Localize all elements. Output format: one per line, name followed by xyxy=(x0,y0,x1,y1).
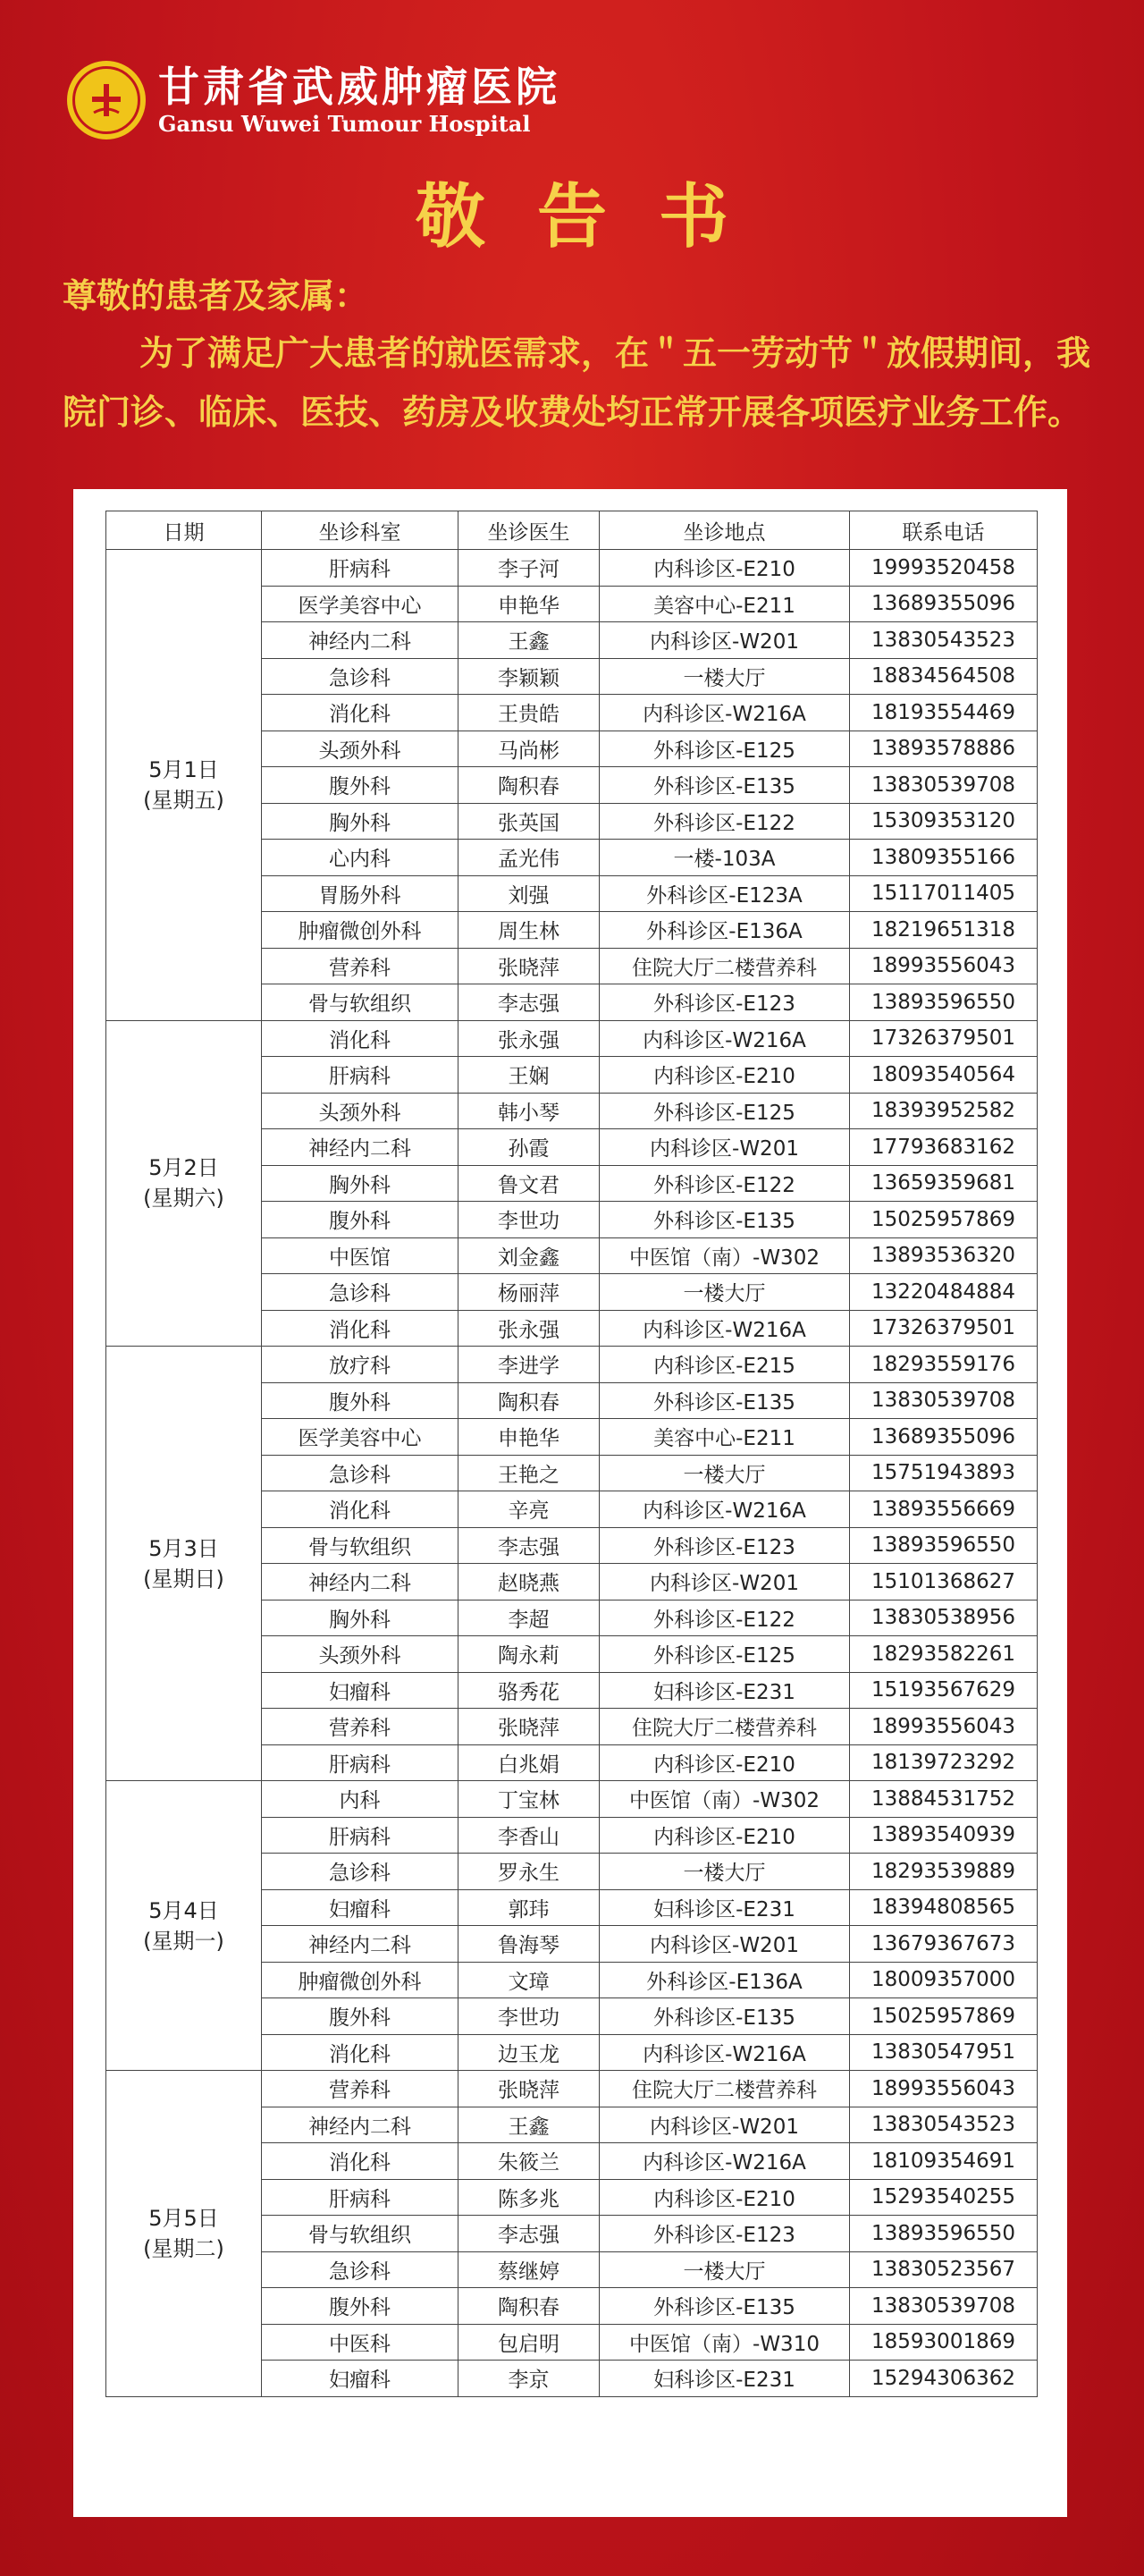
department-cell: 腹外科 xyxy=(262,767,458,804)
location-cell: 妇科诊区-E231 xyxy=(600,1889,850,1926)
location-cell: 妇科诊区-E231 xyxy=(600,1672,850,1709)
doctor-cell: 申艳华 xyxy=(458,586,600,622)
table-row xyxy=(106,550,1038,587)
phone-cell: 18293559176 xyxy=(850,1347,1038,1383)
department-cell: 肿瘤微创外科 xyxy=(262,912,458,949)
location-cell: 住院大厅二楼营养科 xyxy=(600,1709,850,1745)
location-cell: 内科诊区-W216A xyxy=(600,1491,850,1528)
phone-cell: 15751943893 xyxy=(850,1455,1038,1491)
doctor-cell: 孟光伟 xyxy=(458,840,600,876)
department-cell: 医学美容中心 xyxy=(262,1419,458,1456)
department-cell: 急诊科 xyxy=(262,1854,458,1890)
phone-cell: 13830543523 xyxy=(850,622,1038,659)
schedule-body xyxy=(106,550,1038,2397)
phone-cell: 18109354691 xyxy=(850,2143,1038,2180)
doctor-cell: 张永强 xyxy=(458,1310,600,1347)
doctor-cell: 李颖颖 xyxy=(458,658,600,695)
department-cell: 腹外科 xyxy=(262,2288,458,2325)
phone-cell: 15309353120 xyxy=(850,803,1038,840)
date-cell xyxy=(106,1020,262,1347)
header-phone: 联系电话 xyxy=(850,511,1038,550)
location-cell: 外科诊区-E125 xyxy=(600,1093,850,1129)
doctor-cell: 王娴 xyxy=(458,1057,600,1094)
location-cell: 内科诊区-E210 xyxy=(600,550,850,587)
department-cell: 肝病科 xyxy=(262,1744,458,1781)
location-cell: 内科诊区-W201 xyxy=(600,2107,850,2143)
phone-cell: 13830523567 xyxy=(850,2251,1038,2288)
location-cell: 内科诊区-W201 xyxy=(600,1129,850,1166)
location-cell: 内科诊区-W216A xyxy=(600,2143,850,2180)
department-cell: 胸外科 xyxy=(262,1165,458,1202)
location-cell: 外科诊区-E135 xyxy=(600,1382,850,1419)
phone-cell: 13893596550 xyxy=(850,984,1038,1021)
notice-paragraph: 为了满足广大患者的就医需求，在＂五一劳动节＂放假期间，我院门诊、临床、医技、药房及收费处均正常开展各项医疗业务工作。 xyxy=(63,334,1091,432)
phone-cell: 15025957869 xyxy=(850,1998,1038,2035)
department-cell: 骨与软组织 xyxy=(262,984,458,1021)
phone-cell: 13830539708 xyxy=(850,1382,1038,1419)
department-cell: 急诊科 xyxy=(262,1455,458,1491)
department-cell: 营养科 xyxy=(262,948,458,984)
date-cell xyxy=(106,2071,262,2397)
table-row xyxy=(106,2071,1038,2107)
department-cell: 肝病科 xyxy=(262,550,458,587)
doctor-cell: 李香山 xyxy=(458,1817,600,1854)
location-cell: 中医馆（南）-W302 xyxy=(600,1237,850,1274)
doctor-cell: 朱筱兰 xyxy=(458,2143,600,2180)
phone-cell: 18009357000 xyxy=(850,1962,1038,1998)
department-cell: 肝病科 xyxy=(262,2179,458,2216)
phone-cell: 13659359681 xyxy=(850,1165,1038,1202)
phone-cell: 13893596550 xyxy=(850,1527,1038,1564)
location-cell: 外科诊区-E123 xyxy=(600,2216,850,2252)
department-cell: 肝病科 xyxy=(262,1817,458,1854)
date-cell xyxy=(106,550,262,1021)
department-cell: 妇瘤科 xyxy=(262,1889,458,1926)
location-cell: 外科诊区-E123 xyxy=(600,1527,850,1564)
weekday-label: (星期五) xyxy=(143,787,224,813)
header-department: 坐诊科室 xyxy=(262,511,458,550)
department-cell: 头颈外科 xyxy=(262,1093,458,1129)
department-cell: 心内科 xyxy=(262,840,458,876)
doctor-cell: 张永强 xyxy=(458,1020,600,1057)
phone-cell: 18093540564 xyxy=(850,1057,1038,1094)
department-cell: 营养科 xyxy=(262,2071,458,2107)
phone-cell: 17326379501 xyxy=(850,1020,1038,1057)
phone-cell: 13893540939 xyxy=(850,1817,1038,1854)
doctor-cell: 张晓萍 xyxy=(458,2071,600,2107)
header-doctor: 坐诊医生 xyxy=(458,511,600,550)
date-label: 5月3日 xyxy=(148,1535,219,1561)
phone-cell: 18219651318 xyxy=(850,912,1038,949)
phone-cell: 15117011405 xyxy=(850,875,1038,912)
phone-cell: 15101368627 xyxy=(850,1564,1038,1600)
doctor-cell: 边玉龙 xyxy=(458,2034,600,2071)
phone-cell: 18293539889 xyxy=(850,1854,1038,1890)
phone-cell: 18834564508 xyxy=(850,658,1038,695)
doctor-cell: 张晓萍 xyxy=(458,1709,600,1745)
department-cell: 中医馆 xyxy=(262,1237,458,1274)
doctor-cell: 王贵皓 xyxy=(458,695,600,731)
location-cell: 外科诊区-E135 xyxy=(600,2288,850,2325)
phone-cell: 18139723292 xyxy=(850,1744,1038,1781)
location-cell: 美容中心-E211 xyxy=(600,1419,850,1456)
phone-cell: 18993556043 xyxy=(850,948,1038,984)
department-cell: 营养科 xyxy=(262,1709,458,1745)
department-cell: 腹外科 xyxy=(262,1202,458,1238)
doctor-cell: 辛亮 xyxy=(458,1491,600,1528)
location-cell: 内科诊区-W216A xyxy=(600,695,850,731)
phone-cell: 13679367673 xyxy=(850,1926,1038,1963)
location-cell: 外科诊区-E123 xyxy=(600,984,850,1021)
doctor-cell: 罗永生 xyxy=(458,1854,600,1890)
location-cell: 外科诊区-E122 xyxy=(600,803,850,840)
location-cell: 内科诊区-E210 xyxy=(600,2179,850,2216)
doctor-cell: 李京 xyxy=(458,2361,600,2397)
phone-cell: 17326379501 xyxy=(850,1310,1038,1347)
phone-cell: 18593001869 xyxy=(850,2324,1038,2361)
department-cell: 放疗科 xyxy=(262,1347,458,1383)
phone-cell: 18393952582 xyxy=(850,1093,1038,1129)
location-cell: 一楼大厅 xyxy=(600,658,850,695)
department-cell: 腹外科 xyxy=(262,1998,458,2035)
doctor-cell: 陶积春 xyxy=(458,767,600,804)
doctor-cell: 文璋 xyxy=(458,1962,600,1998)
location-cell: 中医馆（南）-W310 xyxy=(600,2324,850,2361)
phone-cell: 19993520458 xyxy=(850,550,1038,587)
doctor-cell: 刘金鑫 xyxy=(458,1237,600,1274)
phone-cell: 13689355096 xyxy=(850,586,1038,622)
location-cell: 住院大厅二楼营养科 xyxy=(600,948,850,984)
phone-cell: 18193554469 xyxy=(850,695,1038,731)
department-cell: 神经内二科 xyxy=(262,1564,458,1600)
date-label: 5月4日 xyxy=(148,1897,219,1923)
doctor-cell: 丁宝林 xyxy=(458,1781,600,1818)
doctor-cell: 郭玮 xyxy=(458,1889,600,1926)
department-cell: 骨与软组织 xyxy=(262,2216,458,2252)
phone-cell: 15293540255 xyxy=(850,2179,1038,2216)
department-cell: 急诊科 xyxy=(262,658,458,695)
doctor-cell: 陶永莉 xyxy=(458,1636,600,1673)
location-cell: 外科诊区-E135 xyxy=(600,1998,850,2035)
location-cell: 外科诊区-E123A xyxy=(600,875,850,912)
department-cell: 消化科 xyxy=(262,695,458,731)
phone-cell: 15193567629 xyxy=(850,1672,1038,1709)
location-cell: 内科诊区-W216A xyxy=(600,1020,850,1057)
weekday-label: (星期一) xyxy=(143,1928,224,1954)
date-label: 5月5日 xyxy=(148,2205,219,2231)
doctor-cell: 申艳华 xyxy=(458,1419,600,1456)
doctor-cell: 孙霞 xyxy=(458,1129,600,1166)
department-cell: 消化科 xyxy=(262,1020,458,1057)
phone-cell: 13830538956 xyxy=(850,1600,1038,1636)
location-cell: 内科诊区-W201 xyxy=(600,1564,850,1600)
location-cell: 外科诊区-E136A xyxy=(600,912,850,949)
table-row xyxy=(106,1781,1038,1818)
weekday-label: (星期六) xyxy=(143,1186,224,1212)
doctor-cell: 王鑫 xyxy=(458,622,600,659)
doctor-cell: 张英国 xyxy=(458,803,600,840)
phone-cell: 18394808565 xyxy=(850,1889,1038,1926)
doctor-cell: 杨丽萍 xyxy=(458,1274,600,1311)
location-cell: 外科诊区-E135 xyxy=(600,767,850,804)
phone-cell: 13893596550 xyxy=(850,2216,1038,2252)
phone-cell: 13830543523 xyxy=(850,2107,1038,2143)
hospital-header xyxy=(67,55,560,145)
phone-cell: 18993556043 xyxy=(850,1709,1038,1745)
department-cell: 医学美容中心 xyxy=(262,586,458,622)
phone-cell: 17793683162 xyxy=(850,1129,1038,1166)
weekday-label: (星期二) xyxy=(143,2235,224,2261)
location-cell: 妇科诊区-E231 xyxy=(600,2361,850,2397)
table-row xyxy=(106,1020,1038,1057)
department-cell: 中医科 xyxy=(262,2324,458,2361)
location-cell: 外科诊区-E125 xyxy=(600,731,850,767)
page-title: 敬告书 xyxy=(415,176,780,258)
doctor-cell: 鲁海琴 xyxy=(458,1926,600,1963)
location-cell: 一楼-103A xyxy=(600,840,850,876)
phone-cell: 15294306362 xyxy=(850,2361,1038,2397)
department-cell: 胃肠外科 xyxy=(262,875,458,912)
department-cell: 急诊科 xyxy=(262,2251,458,2288)
department-cell: 头颈外科 xyxy=(262,731,458,767)
doctor-cell: 马尚彬 xyxy=(458,731,600,767)
weekday-label: (星期日) xyxy=(143,1566,224,1592)
table-header-row xyxy=(106,511,1038,550)
phone-cell: 13830547951 xyxy=(850,2034,1038,2071)
department-cell: 骨与软组织 xyxy=(262,1527,458,1564)
phone-cell: 15025957869 xyxy=(850,1202,1038,1238)
department-cell: 肿瘤微创外科 xyxy=(262,1962,458,1998)
doctor-cell: 李志强 xyxy=(458,1527,600,1564)
location-cell: 内科诊区-W201 xyxy=(600,622,850,659)
date-label: 5月1日 xyxy=(148,756,219,782)
department-cell: 神经内二科 xyxy=(262,2107,458,2143)
department-cell: 头颈外科 xyxy=(262,1636,458,1673)
phone-cell: 13893556669 xyxy=(850,1491,1038,1528)
phone-cell: 13830539708 xyxy=(850,2288,1038,2325)
doctor-cell: 刘强 xyxy=(458,875,600,912)
doctor-cell: 李志强 xyxy=(458,2216,600,2252)
doctor-cell: 白兆娟 xyxy=(458,1744,600,1781)
doctor-cell: 包启明 xyxy=(458,2324,600,2361)
location-cell: 内科诊区-W216A xyxy=(600,1310,850,1347)
location-cell: 美容中心-E211 xyxy=(600,586,850,622)
department-cell: 消化科 xyxy=(262,1491,458,1528)
doctor-cell: 李进学 xyxy=(458,1347,600,1383)
date-cell xyxy=(106,1781,262,2071)
location-cell: 中医馆（南）-W302 xyxy=(600,1781,850,1818)
doctor-cell: 李世功 xyxy=(458,1998,600,2035)
location-cell: 外科诊区-E135 xyxy=(600,1202,850,1238)
schedule-table xyxy=(105,511,1038,2397)
department-cell: 神经内二科 xyxy=(262,1926,458,1963)
location-cell: 外科诊区-E122 xyxy=(600,1165,850,1202)
phone-cell: 13220484884 xyxy=(850,1274,1038,1311)
location-cell: 内科诊区-E215 xyxy=(600,1347,850,1383)
doctor-cell: 李子河 xyxy=(458,550,600,587)
phone-cell: 13809355166 xyxy=(850,840,1038,876)
hospital-name-en: Gansu Wuwei Tumour Hospital xyxy=(158,111,531,137)
doctor-cell: 王艳之 xyxy=(458,1455,600,1491)
location-cell: 外科诊区-E125 xyxy=(600,1636,850,1673)
phone-cell: 13830539708 xyxy=(850,767,1038,804)
department-cell: 胸外科 xyxy=(262,1600,458,1636)
schedule-card xyxy=(73,489,1067,2517)
doctor-cell: 李超 xyxy=(458,1600,600,1636)
date-cell xyxy=(106,1347,262,1781)
doctor-cell: 周生林 xyxy=(458,912,600,949)
phone-cell: 13689355096 xyxy=(850,1419,1038,1456)
hospital-name-cn: 甘肃省武威肿瘤医院 xyxy=(158,63,560,111)
doctor-cell: 王鑫 xyxy=(458,2107,600,2143)
department-cell: 神经内二科 xyxy=(262,1129,458,1166)
phone-cell: 13884531752 xyxy=(850,1781,1038,1818)
location-cell: 一楼大厅 xyxy=(600,1854,850,1890)
location-cell: 内科诊区-W216A xyxy=(600,2034,850,2071)
doctor-cell: 陶积春 xyxy=(458,2288,600,2325)
doctor-cell: 张晓萍 xyxy=(458,948,600,984)
doctor-cell: 赵晓燕 xyxy=(458,1564,600,1600)
doctor-cell: 李世功 xyxy=(458,1202,600,1238)
phone-cell: 13893578886 xyxy=(850,731,1038,767)
department-cell: 神经内二科 xyxy=(262,622,458,659)
department-cell: 急诊科 xyxy=(262,1274,458,1311)
phone-cell: 18293582261 xyxy=(850,1636,1038,1673)
salutation: 尊敬的患者及家属： xyxy=(63,276,369,316)
doctor-cell: 李志强 xyxy=(458,984,600,1021)
doctor-cell: 鲁文君 xyxy=(458,1165,600,1202)
department-cell: 妇瘤科 xyxy=(262,1672,458,1709)
header-date: 日期 xyxy=(106,511,262,550)
hospital-emblem-icon xyxy=(67,61,146,139)
department-cell: 妇瘤科 xyxy=(262,2361,458,2397)
location-cell: 一楼大厅 xyxy=(600,2251,850,2288)
location-cell: 内科诊区-E210 xyxy=(600,1817,850,1854)
doctor-cell: 骆秀花 xyxy=(458,1672,600,1709)
location-cell: 住院大厅二楼营养科 xyxy=(600,2071,850,2107)
department-cell: 腹外科 xyxy=(262,1382,458,1419)
header-location: 坐诊地点 xyxy=(600,511,850,550)
department-cell: 消化科 xyxy=(262,1310,458,1347)
department-cell: 消化科 xyxy=(262,2143,458,2180)
doctor-cell: 陈多兆 xyxy=(458,2179,600,2216)
phone-cell: 13893536320 xyxy=(850,1237,1038,1274)
department-cell: 消化科 xyxy=(262,2034,458,2071)
phone-cell: 18993556043 xyxy=(850,2071,1038,2107)
doctor-cell: 韩小琴 xyxy=(458,1093,600,1129)
location-cell: 内科诊区-W201 xyxy=(600,1926,850,1963)
location-cell: 一楼大厅 xyxy=(600,1455,850,1491)
location-cell: 内科诊区-E210 xyxy=(600,1744,850,1781)
table-row xyxy=(106,1347,1038,1383)
department-cell: 肝病科 xyxy=(262,1057,458,1094)
department-cell: 胸外科 xyxy=(262,803,458,840)
location-cell: 一楼大厅 xyxy=(600,1274,850,1311)
date-label: 5月2日 xyxy=(148,1155,219,1181)
location-cell: 外科诊区-E122 xyxy=(600,1600,850,1636)
doctor-cell: 陶积春 xyxy=(458,1382,600,1419)
location-cell: 外科诊区-E136A xyxy=(600,1962,850,1998)
doctor-cell: 蔡继婷 xyxy=(458,2251,600,2288)
location-cell: 内科诊区-E210 xyxy=(600,1057,850,1094)
department-cell: 内科 xyxy=(262,1781,458,1818)
